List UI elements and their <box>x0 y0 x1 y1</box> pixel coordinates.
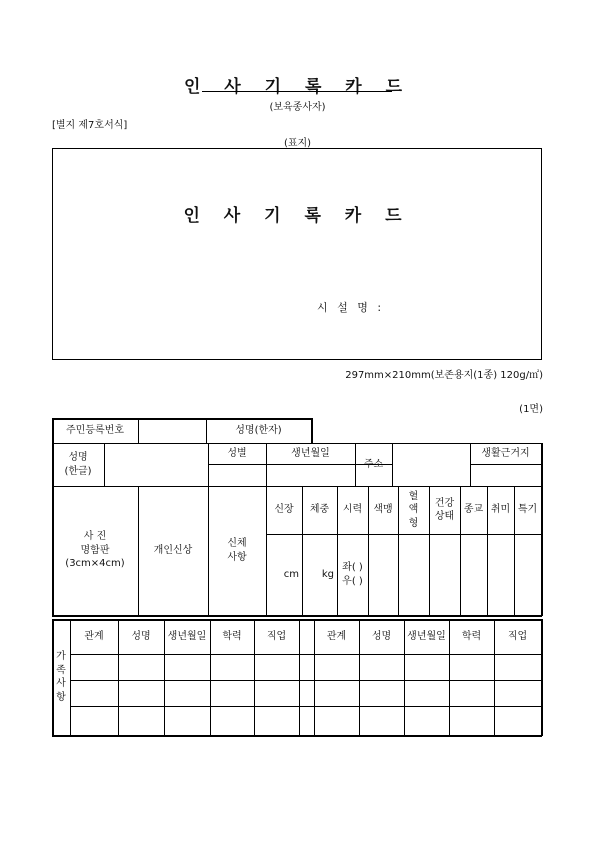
blood-type-label: 혈 액 형 <box>408 490 419 529</box>
family-header-job: 직업 <box>266 630 287 642</box>
weight-label: 체중 <box>309 504 330 516</box>
family-header-education: 학력 <box>222 630 242 642</box>
gender-label: 성별 <box>227 447 247 459</box>
page-subtitle: (보육종사자) <box>269 102 326 113</box>
name-hanja-label: 성명(한자) <box>235 424 282 436</box>
family-header-education: 학력 <box>461 630 482 642</box>
family-header-name: 성명 <box>131 630 151 642</box>
family-header-relation: 관계 <box>326 630 347 642</box>
cover-title: 인 사 기 록 카 드 <box>183 206 411 226</box>
cover-label: (표지) <box>283 138 312 149</box>
weight-unit: kg <box>321 568 334 580</box>
name-hangul-label: 성명 (한글) <box>64 452 92 477</box>
resident-number-label: 주민등록번호 <box>66 424 124 436</box>
family-header-birth: 생년월일 <box>167 630 207 642</box>
residence-label: 생활근거지 <box>481 447 530 459</box>
height-label: 신장 <box>274 504 294 516</box>
page-title: 인 사 기 록 카 드 <box>183 77 412 97</box>
address-label: 주소 <box>363 458 384 470</box>
cover-box <box>52 148 542 360</box>
form-number: [별지 제7호서식] <box>52 120 128 131</box>
special-skill-label: 특기 <box>517 504 538 516</box>
family-header-name: 성명 <box>371 630 392 642</box>
family-label: 가 족 사 항 <box>56 651 66 703</box>
paper-spec: 297mm×210mm(보존용지(1종) 120g/㎡) <box>345 370 543 381</box>
hobby-label: 취미 <box>490 504 511 516</box>
resident-number-field <box>138 418 206 443</box>
birth-date-label: 생년월일 <box>291 447 330 459</box>
title-underline <box>202 91 392 92</box>
family-header-job: 직업 <box>507 630 528 642</box>
family-header-relation: 관계 <box>84 630 104 642</box>
facility-name-label: 시 설 명 : <box>317 301 385 314</box>
religion-label: 종교 <box>463 504 484 516</box>
health-label: 건강 상태 <box>434 497 455 522</box>
height-unit: cm <box>283 568 299 580</box>
photo-box: 사 진 명함판 (3cm×4cm) <box>65 531 125 570</box>
vision-left-right: 좌( ) 우( ) <box>342 562 363 587</box>
vision-label: 시력 <box>342 504 363 516</box>
color-blind-label: 색맹 <box>373 504 393 516</box>
family-header-birth: 생년월일 <box>407 630 446 642</box>
personal-info-label: 개인신상 <box>153 544 193 556</box>
physical-label: 신체 사항 <box>227 538 247 563</box>
page-number: (1면) <box>519 404 543 415</box>
